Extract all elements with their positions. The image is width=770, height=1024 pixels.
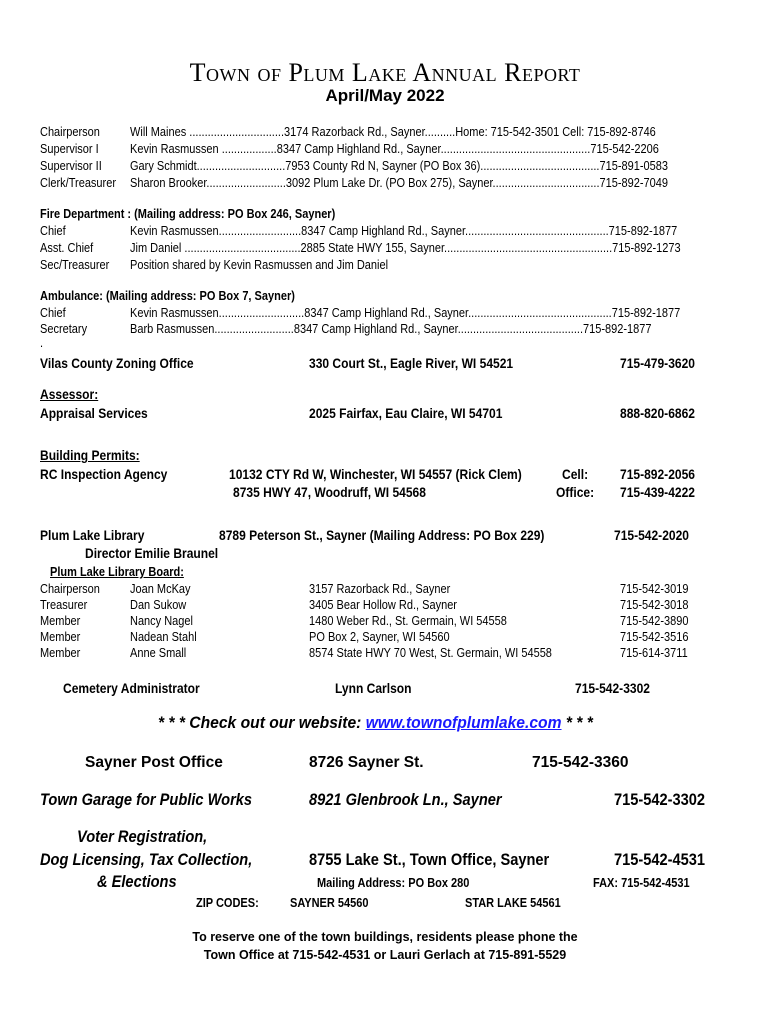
permits-cell-label: Cell: — [562, 466, 589, 482]
zip-sayner: SAYNER 54560 — [290, 896, 369, 910]
town-office-line-2: Dog Licensing, Tax Collection, — [40, 850, 253, 869]
board-address: 3157 Razorback Rd., Sayner — [309, 582, 451, 596]
board-role: Chairperson — [40, 582, 100, 596]
permits-office-phone: 715-439-4222 — [620, 484, 695, 500]
board-phone: 715-542-3516 — [620, 630, 689, 644]
library-name: Plum Lake Library — [40, 527, 145, 543]
fire-detail: Position shared by Kevin Rasmussen and Jim Daniel — [130, 258, 389, 272]
permits-address-2: 8735 HWY 47, Woodruff, WI 54568 — [233, 484, 426, 500]
permits-cell-phone: 715-892-2056 — [620, 466, 695, 482]
permits-name: RC Inspection Agency — [40, 466, 168, 482]
fire-role: Chief — [40, 224, 66, 238]
board-name: Joan McKay — [130, 582, 191, 596]
board-role: Treasurer — [40, 598, 88, 612]
town-office-mailing: Mailing Address: PO Box 280 — [317, 876, 470, 890]
board-name: Dan Sukow — [130, 598, 187, 612]
town-office-line-3: & Elections — [97, 872, 177, 891]
board-role: Member — [40, 630, 81, 644]
board-phone: 715-614-3711 — [620, 646, 688, 660]
footer-line-2: Town Office at 715-542-4531 or Lauri Gerlach at 715-891-5529 — [203, 948, 567, 962]
post-office-name: Sayner Post Office — [85, 754, 223, 771]
official-detail: Kevin Rasmussen ..................8347 Camp Highland Rd., Sayner.................................................715-542-2206 — [130, 142, 659, 156]
permits-address-1: 10132 CTY Rd W, Winchester, WI 54557 (Rick Clem) — [229, 466, 522, 482]
post-office-address: 8726 Sayner St. — [309, 754, 424, 771]
official-role: Supervisor II — [40, 159, 102, 173]
board-phone: 715-542-3018 — [620, 598, 689, 612]
town-office-fax: FAX: 715-542-4531 — [593, 876, 690, 890]
fire-role: Asst. Chief — [40, 241, 94, 255]
board-address: PO Box 2, Sayner, WI 54560 — [309, 630, 450, 644]
library-director: Director Emilie Braunel — [85, 545, 219, 561]
fire-role: Sec/Treasurer — [40, 258, 110, 272]
garage-address: 8921 Glenbrook Ln., Sayner — [309, 790, 502, 809]
fire-detail: Jim Daniel ......................................2885 State HWY 155, Sayner.......................................................715-892-1273 — [130, 241, 681, 255]
library-address: 8789 Peterson St., Sayner (Mailing Address: PO Box 229) — [219, 527, 545, 543]
board-phone: 715-542-3890 — [620, 614, 689, 628]
zoning-name: Vilas County Zoning Office — [40, 355, 194, 371]
stray-dot: . — [40, 336, 44, 350]
page-title: Town of Plum Lake Annual Report — [189, 58, 581, 87]
ambulance-role: Secretary — [40, 322, 88, 336]
zoning-address: 330 Court St., Eagle River, WI 54521 — [309, 355, 514, 371]
fire-detail: Kevin Rasmussen...........................8347 Camp Highland Rd., Sayner...............................................715-892-1877 — [130, 224, 678, 238]
ambulance-heading: Ambulance: (Mailing address: PO Box 7, Sayner) — [40, 289, 295, 303]
board-role: Member — [40, 614, 81, 628]
town-office-line-1: Voter Registration, — [77, 827, 208, 846]
website-prefix: * * * Check out our website: — [158, 713, 366, 732]
ambulance-detail: Kevin Rasmussen............................8347 Camp Highland Rd., Sayner...............................................715-892-1877 — [130, 306, 681, 320]
library-board-heading: Plum Lake Library Board: — [50, 565, 184, 579]
assessor-address: 2025 Fairfax, Eau Claire, WI 54701 — [309, 405, 503, 421]
ambulance-role: Chief — [40, 306, 66, 320]
board-role: Member — [40, 646, 81, 660]
cemetery-phone: 715-542-3302 — [575, 680, 650, 696]
footer-line-1: To reserve one of the town buildings, residents please phone the — [192, 930, 578, 944]
board-phone: 715-542-3019 — [620, 582, 689, 596]
zip-star-lake: STAR LAKE 54561 — [465, 896, 561, 910]
permits-heading: Building Permits: — [40, 447, 140, 463]
ambulance-detail: Barb Rasmussen..........................8347 Camp Highland Rd., Sayner.........................................715-892-1877 — [130, 322, 652, 336]
garage-name: Town Garage for Public Works — [40, 790, 253, 809]
assessor-name: Appraisal Services — [40, 405, 148, 421]
zip-label: ZIP CODES: — [196, 896, 259, 910]
board-address: 1480 Weber Rd., St. Germain, WI 54558 — [309, 614, 507, 628]
garage-phone: 715-542-3302 — [614, 790, 706, 809]
official-detail: Will Maines ...............................3174 Razorback Rd., Sayner..........Home: 715-542-3501 Cell: 715-892-8746 — [130, 125, 656, 139]
board-address: 3405 Bear Hollow Rd., Sayner — [309, 598, 457, 612]
official-role: Supervisor I — [40, 142, 99, 156]
assessor-heading: Assessor: — [40, 386, 99, 402]
assessor-phone: 888-820-6862 — [620, 405, 695, 421]
page-subtitle: April/May 2022 — [325, 86, 445, 105]
official-detail: Sharon Brooker..........................3092 Plum Lake Dr. (PO Box 275), Sayner...................................715-892-7049 — [130, 176, 669, 190]
board-name: Nadean Stahl — [130, 630, 197, 644]
cemetery-title: Cemetery Administrator — [63, 680, 200, 696]
post-office-phone: 715-542-3360 — [532, 754, 629, 771]
official-role: Clerk/Treasurer — [40, 176, 116, 190]
board-name: Anne Small — [130, 646, 187, 660]
permits-office-label: Office: — [556, 484, 595, 500]
website-suffix: * * * — [561, 713, 593, 732]
cemetery-name: Lynn Carlson — [335, 680, 412, 696]
official-role: Chairperson — [40, 125, 100, 139]
fire-heading: Fire Department : (Mailing address: PO Box 246, Sayner) — [40, 207, 336, 221]
website-link[interactable]: www.townofplumlake.com — [365, 713, 562, 732]
official-detail: Gary Schmidt.............................7953 County Rd N, Sayner (PO Box 36).......................................715-891-0583 — [130, 159, 668, 173]
board-address: 8574 State HWY 70 West, St. Germain, WI 54558 — [309, 646, 552, 660]
town-office-address: 8755 Lake St., Town Office, Sayner — [309, 850, 550, 869]
website-line — [158, 713, 593, 733]
town-office-phone: 715-542-4531 — [614, 850, 706, 869]
zoning-phone: 715-479-3620 — [620, 355, 695, 371]
board-name: Nancy Nagel — [130, 614, 193, 628]
library-phone: 715-542-2020 — [614, 527, 689, 543]
